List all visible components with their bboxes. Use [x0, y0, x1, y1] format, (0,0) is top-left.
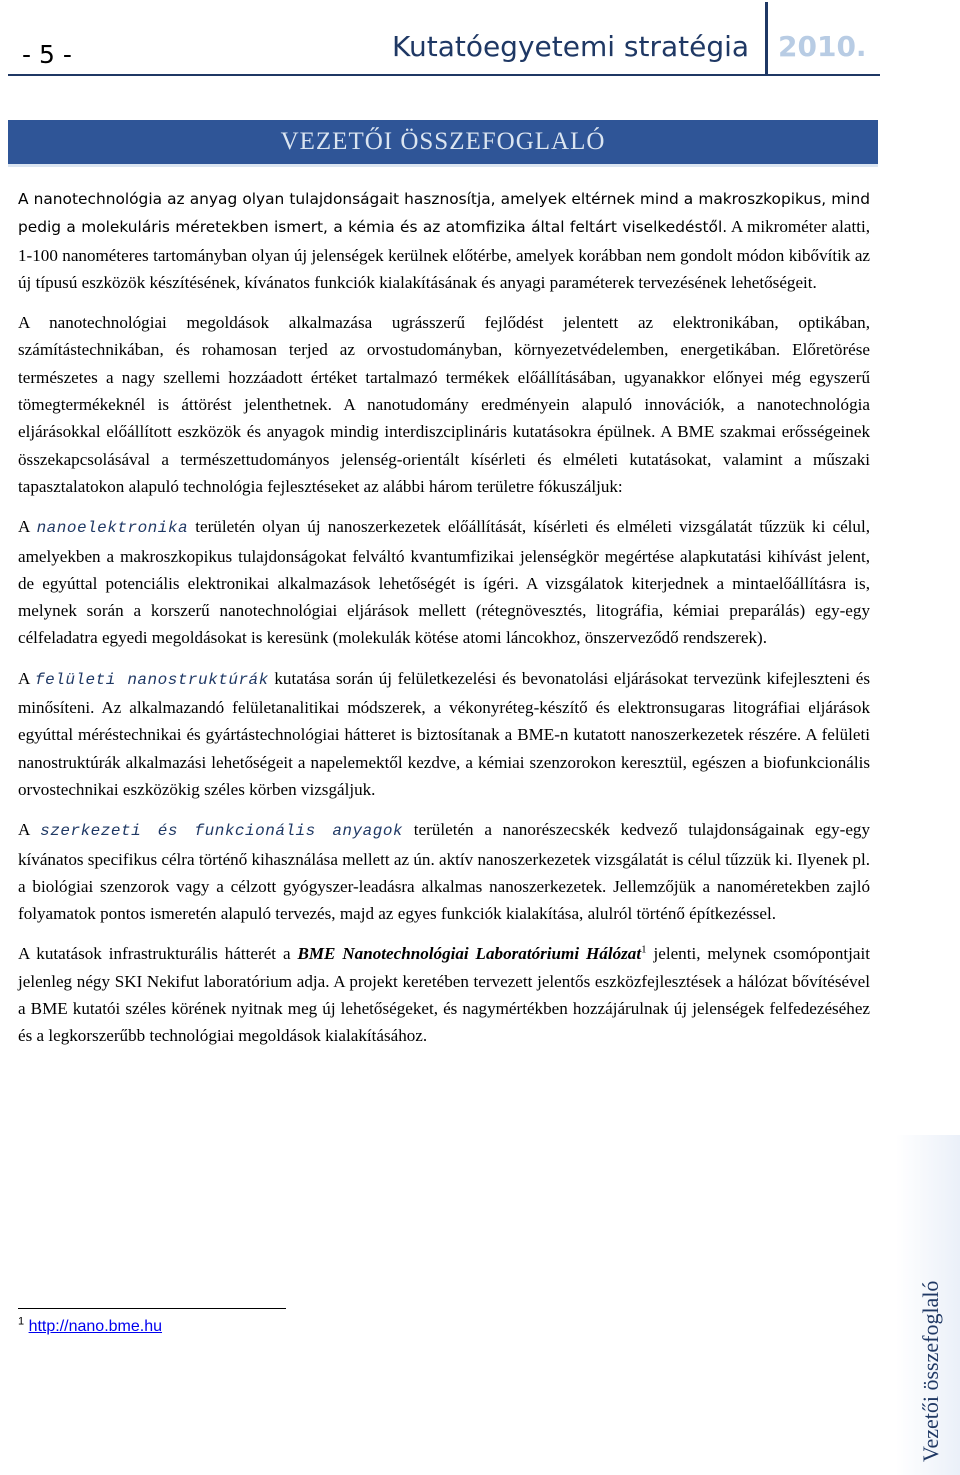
lab-network-name: BME Nanotechnológiai Laboratóriumi Hálózat: [297, 944, 642, 964]
paragraph-prefix: A: [18, 820, 41, 840]
header-divider-vertical: [765, 2, 768, 76]
body-text: [18, 185, 870, 1063]
paragraph-surface-nanostructures: [18, 665, 870, 803]
paragraph-body: kutatása során új felületkezelési és bevonatolási eljárásokat tervezünk kifejleszteni és minősíteni. Az alkalmazandó felületanalitikai módszerek, a vékonyréteg-készítő és elektronsugaras litográfiai eljárások egyúttal méréstechnikai és gyártástechnológiai hátteret is biztosítanak a BME-n kutatott nanoszerkezetek részére. A felületi nanostruktúrák alkalmazási lehetőségeit a napelemektől kezdve, a kémiai szenzorokon keresztül, egészen a biofunkcionális orvostechnikai eszközökig széles körben vizsgáljuk.: [18, 668, 870, 799]
paragraph-prefix: A: [18, 517, 37, 537]
paragraph-applications: A nanotechnológiai megoldások alkalmazása ugrásszerű fejlődést jelentett az elektronikában, optikában, számítástechnikában, és rohamosan terjed az orvostudományban, környezetvédelemben, energetikában. Előretörése természetes a nagy szellemi hozzáadott értéket tartalmazó termékek előállításában, ugyanakkor előnyei még egyszerű tömegtermékeknél is áttörést jelenthetnek. A nanotudomány eredményein alapuló innovációk, a nanotechnológia eljárásokkal előállított eszközök és anyagok mindig interdiszciplináris kutatásokra épülnek. A BME szakmai erősségeinek összekapcsolásával a természettudományos jelenség-orientált kísérleti és elméleti kutatásokat, valamint a műszaki tapasztalatokon alapuló technológia fejlesztéseket az alábbi három területre fókuszáljuk:: [18, 313, 870, 496]
header-divider-horizontal: [8, 74, 880, 76]
footnote-ref: 1: [641, 943, 647, 956]
paragraph-intro-sans: A nanotechnológia az anyag olyan tulajdonságait hasznosítja, amelyek eltérnek mind a makroszkopikus, mind pedig a molekuláris méretekben ismert, a kémia és az atomfizika által feltárt viselkedéstől.: [18, 190, 870, 237]
highlight-nanoelectronics: nanoelektronika: [36, 519, 189, 538]
footnote-link[interactable]: http://nano.bme.hu: [28, 1318, 163, 1335]
footnote-number: 1: [18, 1315, 25, 1328]
paragraph-prefix: A: [18, 668, 36, 688]
header-year: 2010.: [778, 30, 867, 63]
side-tab-label: Vezetői összefoglaló: [918, 1280, 943, 1462]
paragraph-body: területén a nanorészecskék kedvező tulajdonságainak egy-egy kívánatos specifikus célra történő kihasználása mellett az ún. aktív nanoszerkezetek vizsgálatát is célul tűzzük ki. Ilyenek pl. a biológiai szenzorok vagy a célzott gyógyszer-leadásra alkalmas nanoszerkezetek. Jellemzőjük a nanoméretekben zajló folyamatok pontos ismeretén alapuló tervezés, majd az egyes funkciók kialakítása, alulról történő építkezéssel.: [18, 820, 871, 924]
paragraph-nanoelectronics: [18, 513, 870, 651]
paragraph-body: jelenti, melynek csomópontjait jelenleg négy SKI Nekifut laboratórium adja. A projekt keretében tervezett jelentős eszközfejlesztések a hálózat bővítésével a BME kutatói széles körének nyitnak meg új lehetőségeket, és nagymértékben hozzájárulnak új jelenségek felfedezéséhez és a legkorszerűbb technológiai megoldások kialakításához.: [18, 944, 870, 1046]
paragraph-intro-rest: A mikrométer alatti, 1-100 nanométeres tartományban olyan új jelenségek kerülnek előtérbe, amelyek korábban nem gondolt módon kibővítik az új típusú eszközök készítésének, kívánatos funkciók kialakításának és anyagi paraméterek tervezésének lehetőségeit.: [18, 217, 870, 292]
paragraph-intro: [18, 185, 870, 296]
footnote-separator: [18, 1308, 286, 1309]
paragraph-infrastructure: [18, 940, 870, 1049]
highlight-surface-nanostructures: felületi nanostruktúrák: [35, 670, 269, 689]
highlight-structural-materials: szerkezeti és funkcionális anyagok: [40, 822, 404, 841]
page-number: - 5 -: [22, 40, 72, 69]
paragraph-structural-materials: [18, 816, 870, 927]
section-title: VEZETŐI ÖSSZEFOGLALÓ: [280, 128, 606, 155]
page-header: [0, 0, 960, 80]
footnote: [18, 1315, 163, 1336]
paragraph-body: területén olyan új nanoszerkezetek előállítását, kísérleti és elméleti vizsgálatát tűzzük ki célul, amelyekben a makroszkopikus tulajdonságokat felváltó kvantumfizikai jelenségkör megértése alapkutatási kihívást jelent, de egyúttal potenciális elektronikai alkalmazások lehetőségét is ígéri. A vizsgálatok kiterjednek a mintaelőállításra is, melynek során a korszerű nanotechnológiai eljárások mellett (rétegnövesztés, litográfia, kémiai preparálás) egy-egy célfeladatra egyedi megoldásokat is keresünk (molekulák kötése atomi láncokhoz, önszerveződő rendszerek).: [18, 517, 870, 648]
section-banner: [8, 120, 878, 167]
paragraph-prefix: A kutatások infrastrukturális hátterét a: [18, 944, 298, 964]
header-title: Kutatóegyetemi stratégia: [392, 30, 750, 63]
